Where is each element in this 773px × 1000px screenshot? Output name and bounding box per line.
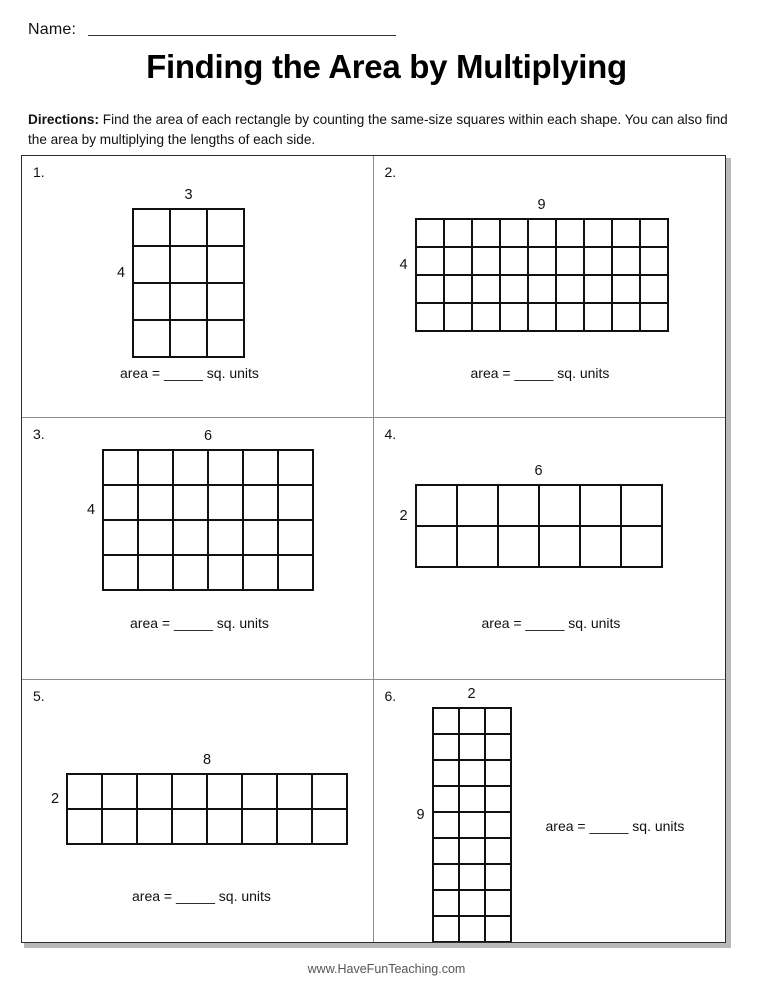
side-label-5: 2 (50, 790, 60, 807)
top-label-3: 6 (203, 428, 213, 444)
unit-square (313, 810, 348, 845)
unit-square (622, 527, 663, 568)
unit-square (208, 810, 243, 845)
problem-grid (22, 156, 725, 942)
problem-cell-4 (374, 418, 726, 680)
unit-square (486, 735, 512, 761)
unit-square (460, 813, 486, 839)
unit-square (641, 248, 669, 276)
directions-text: Find the area of each rectangle by counting the same-size squares within each shape. You can also find the area by multiplying the lengths of each side. (28, 112, 728, 147)
unit-square (417, 304, 445, 332)
unit-square (460, 891, 486, 917)
name-write-line[interactable] (88, 35, 396, 36)
unit-square (139, 521, 174, 556)
top-label-6: 2 (467, 686, 476, 702)
unit-square (581, 486, 622, 527)
unit-square (209, 486, 244, 521)
unit-square (458, 527, 499, 568)
figure-5 (22, 680, 373, 942)
unit-square (171, 321, 208, 358)
side-label-4: 2 (399, 507, 408, 524)
unit-square (434, 839, 460, 865)
unit-square (134, 210, 171, 247)
square-grid-4 (415, 484, 663, 568)
unit-square (208, 284, 245, 321)
answer-prompt-2[interactable]: area = _____ sq. units (470, 365, 610, 381)
figure-4 (374, 418, 726, 679)
unit-square (434, 735, 460, 761)
unit-square (486, 787, 512, 813)
unit-square (486, 709, 512, 735)
unit-square (173, 810, 208, 845)
problem-cell-6 (374, 680, 726, 942)
unit-square (104, 451, 139, 486)
unit-square (417, 248, 445, 276)
unit-square (641, 304, 669, 332)
unit-square (434, 787, 460, 813)
problem-number-3: 3. (33, 426, 45, 442)
unit-square (103, 775, 138, 810)
unit-square (279, 556, 314, 591)
unit-square (278, 775, 313, 810)
unit-square (501, 248, 529, 276)
top-label-2: 9 (537, 197, 546, 213)
unit-square (208, 247, 245, 284)
problem-number-1: 1. (33, 164, 45, 180)
unit-square (244, 451, 279, 486)
unit-square (486, 761, 512, 787)
unit-square (445, 248, 473, 276)
unit-square (434, 891, 460, 917)
unit-square (134, 284, 171, 321)
unit-square (445, 304, 473, 332)
unit-square (417, 527, 458, 568)
unit-square (243, 775, 278, 810)
unit-square (501, 220, 529, 248)
unit-square (641, 220, 669, 248)
unit-square (613, 220, 641, 248)
unit-square (585, 220, 613, 248)
unit-square (540, 486, 581, 527)
problem-cell-1 (22, 156, 374, 418)
top-label-1: 3 (184, 187, 193, 203)
unit-square (174, 451, 209, 486)
unit-square (473, 276, 501, 304)
problem-cell-5 (22, 680, 374, 942)
figure-2 (374, 156, 726, 417)
problem-cell-3 (22, 418, 374, 680)
problem-cell-2 (374, 156, 726, 418)
unit-square (139, 451, 174, 486)
figure-6 (374, 680, 726, 942)
unit-square (104, 556, 139, 591)
unit-square (613, 276, 641, 304)
unit-square (134, 247, 171, 284)
problem-number-4: 4. (384, 426, 397, 442)
unit-square (557, 248, 585, 276)
figure-1 (22, 156, 373, 417)
unit-square (529, 248, 557, 276)
unit-square (473, 220, 501, 248)
unit-square (445, 276, 473, 304)
square-grid-2 (415, 218, 669, 332)
unit-square (417, 486, 458, 527)
unit-square (460, 709, 486, 735)
unit-square (173, 775, 208, 810)
unit-square (473, 248, 501, 276)
footer-site: www.HaveFunTeaching.com (307, 962, 466, 976)
unit-square (209, 521, 244, 556)
unit-square (434, 761, 460, 787)
unit-square (279, 451, 314, 486)
unit-square (460, 917, 486, 943)
unit-square (208, 210, 245, 247)
problem-number-6: 6. (384, 688, 397, 704)
side-label-3: 4 (86, 501, 96, 518)
unit-square (103, 810, 138, 845)
unit-square (417, 220, 445, 248)
unit-square (174, 521, 209, 556)
unit-square (279, 521, 314, 556)
unit-square (244, 486, 279, 521)
unit-square (486, 891, 512, 917)
unit-square (68, 775, 103, 810)
answer-prompt-6[interactable]: area = _____ sq. units (545, 818, 685, 834)
unit-square (529, 220, 557, 248)
unit-square (473, 304, 501, 332)
square-grid-6 (432, 707, 512, 943)
unit-square (244, 521, 279, 556)
unit-square (529, 304, 557, 332)
problem-frame (21, 155, 726, 943)
directions (28, 110, 744, 149)
unit-square (622, 486, 663, 527)
answer-prompt-4[interactable]: area = _____ sq. units (481, 615, 621, 631)
unit-square (585, 304, 613, 332)
unit-square (417, 276, 445, 304)
unit-square (138, 810, 173, 845)
side-label-1: 4 (116, 264, 126, 281)
unit-square (501, 276, 529, 304)
unit-square (134, 321, 171, 358)
unit-square (557, 304, 585, 332)
unit-square (171, 247, 208, 284)
unit-square (458, 486, 499, 527)
unit-square (499, 527, 540, 568)
unit-square (139, 486, 174, 521)
unit-square (174, 486, 209, 521)
directions-label: Directions: (28, 112, 100, 127)
unit-square (540, 527, 581, 568)
square-grid-1 (132, 208, 245, 358)
side-label-6: 9 (416, 806, 425, 823)
unit-square (208, 775, 243, 810)
unit-square (208, 321, 245, 358)
unit-square (501, 304, 529, 332)
unit-square (499, 486, 540, 527)
unit-square (613, 304, 641, 332)
unit-square (460, 735, 486, 761)
unit-square (209, 451, 244, 486)
unit-square (279, 486, 314, 521)
unit-square (445, 220, 473, 248)
unit-square (104, 521, 139, 556)
figure-3 (22, 418, 373, 679)
answer-prompt-1[interactable]: area = _____ sq. units (120, 365, 259, 381)
unit-square (243, 810, 278, 845)
unit-square (641, 276, 669, 304)
unit-square (278, 810, 313, 845)
problem-number-2: 2. (384, 164, 397, 180)
unit-square (486, 917, 512, 943)
unit-square (486, 839, 512, 865)
square-grid-3 (102, 449, 314, 591)
square-grid-5 (66, 773, 348, 845)
unit-square (434, 865, 460, 891)
name-row (28, 22, 396, 38)
unit-square (171, 284, 208, 321)
page-title: Finding the Area by Multiplying (146, 48, 627, 85)
unit-square (313, 775, 348, 810)
unit-square (460, 787, 486, 813)
unit-square (557, 276, 585, 304)
unit-square (139, 556, 174, 591)
unit-square (581, 527, 622, 568)
top-label-4: 6 (534, 463, 543, 479)
unit-square (529, 276, 557, 304)
unit-square (557, 220, 585, 248)
unit-square (138, 775, 173, 810)
unit-square (171, 210, 208, 247)
unit-square (460, 761, 486, 787)
unit-square (244, 556, 279, 591)
problem-number-5: 5. (33, 688, 45, 704)
unit-square (434, 709, 460, 735)
unit-square (68, 810, 103, 845)
unit-square (486, 865, 512, 891)
name-label: Name: (28, 21, 77, 38)
unit-square (104, 486, 139, 521)
side-label-2: 4 (399, 256, 408, 273)
unit-square (460, 865, 486, 891)
top-label-5: 8 (202, 752, 212, 768)
unit-square (434, 813, 460, 839)
answer-prompt-3[interactable]: area = _____ sq. units (130, 615, 269, 631)
unit-square (613, 248, 641, 276)
unit-square (585, 276, 613, 304)
unit-square (434, 917, 460, 943)
unit-square (460, 839, 486, 865)
unit-square (486, 813, 512, 839)
answer-prompt-5[interactable]: area = _____ sq. units (132, 888, 271, 904)
unit-square (209, 556, 244, 591)
unit-square (174, 556, 209, 591)
unit-square (585, 248, 613, 276)
